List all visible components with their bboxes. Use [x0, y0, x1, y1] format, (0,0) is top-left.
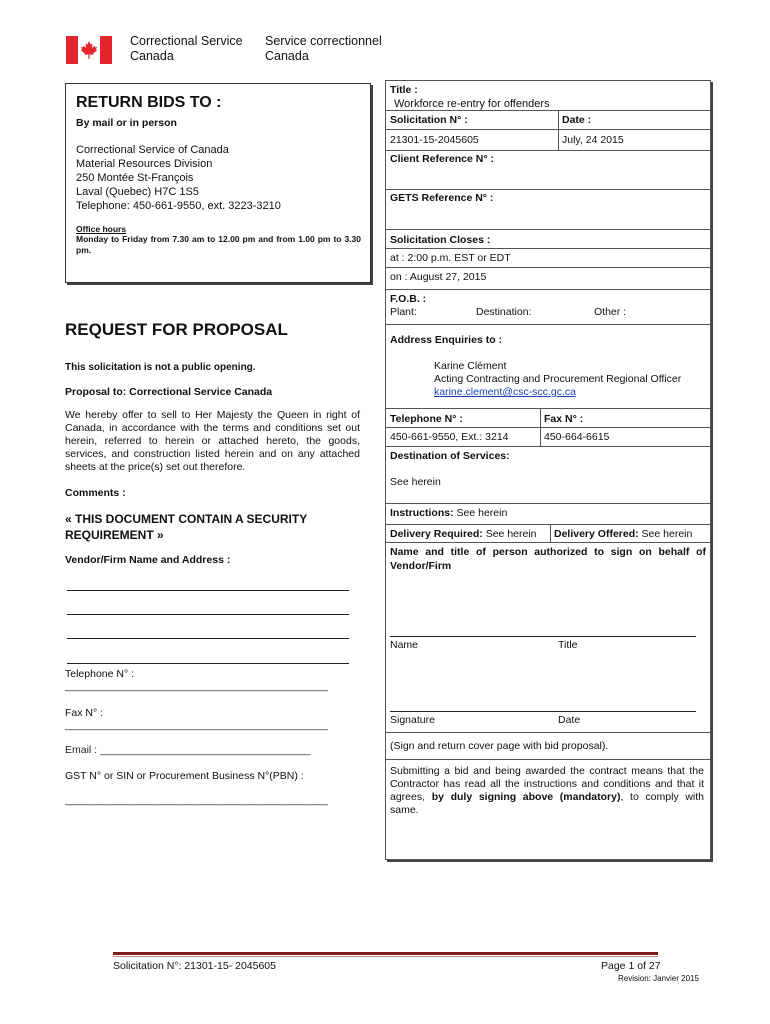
submitting-text-part1: Submitting a bid and being awarded the contract means that the Contractor has read all the instructions and conditions and that it agrees,: [390, 765, 704, 803]
address-line: 250 Montée St-François: [76, 172, 194, 184]
signature-label: Signature: [390, 714, 435, 726]
proposal-to: Proposal to: Correctional Service Canada: [65, 386, 273, 398]
office-hours-label: Office hours: [76, 224, 127, 234]
footer-rule-thin: [113, 956, 658, 957]
closes-time: at : 2:00 p.m. EST or EDT: [390, 252, 511, 264]
title-label: Title :: [390, 84, 418, 96]
delivery-offered-label: Delivery Offered:: [554, 528, 639, 540]
solicitation-number-value: 21301-15-2045605: [390, 134, 479, 146]
telephone-label: Telephone N° :: [65, 668, 134, 680]
footer-page-number: Page 1 of 27: [601, 960, 661, 972]
instructions-label: Instructions:: [390, 507, 454, 519]
instructions-value: See herein: [456, 507, 508, 519]
solicitation-number-label: Solicitation N° :: [390, 114, 468, 126]
return-address: [76, 143, 281, 213]
email-field[interactable]: Email : ____________________________________: [65, 744, 311, 756]
destination-of-services-label: Destination of Services:: [390, 450, 510, 462]
footer-rule: [113, 952, 658, 955]
delivery-required-label: Delivery Required:: [390, 528, 483, 540]
address-line: Telephone: 450-661-9550, ext. 3223-3210: [76, 200, 281, 212]
name-title-line[interactable]: [390, 636, 696, 637]
contact-email-link[interactable]: karine.clement@csc-scc.gc.ca: [434, 386, 576, 398]
vendor-address-line[interactable]: [67, 638, 349, 639]
solicitation-closes-label: Solicitation Closes :: [390, 234, 491, 246]
address-line: Material Resources Division: [76, 158, 213, 170]
closes-date: on : August 27, 2015: [390, 271, 487, 283]
gst-field[interactable]: _____________________________________________: [65, 794, 328, 806]
instructions: [390, 507, 507, 519]
delivery-required-value: See herein: [485, 528, 537, 540]
solicitation-info-panel: [385, 80, 711, 860]
gst-label: GST N° or SIN or Procurement Business N°(PBN) :: [65, 770, 304, 782]
gets-reference-label: GETS Reference N° :: [390, 192, 494, 204]
return-bids-subtitle: By mail or in person: [76, 117, 177, 129]
footer-revision: Revision: Janvier 2015: [618, 974, 699, 983]
contact-title: Acting Contracting and Procurement Regional Officer: [434, 373, 682, 385]
fob-plant-label: Plant:: [390, 306, 417, 318]
fax-label: Fax N° :: [65, 707, 104, 719]
delivery-offered-value: See herein: [641, 528, 693, 540]
date-signature-label: Date: [558, 714, 581, 726]
fax-label-right: Fax N° :: [544, 413, 584, 425]
signature-date-line[interactable]: [390, 711, 696, 712]
security-requirement: « THIS DOCUMENT CONTAIN A SECURITY REQUIREMENT »: [65, 512, 308, 542]
sign-and-return-note: (Sign and return cover page with bid proposal).: [390, 740, 609, 752]
org-name-english: [130, 34, 243, 64]
fax-field[interactable]: _____________________________________________: [65, 719, 328, 731]
request-for-proposal-title: REQUEST FOR PROPOSAL: [65, 320, 288, 339]
fob-label: F.O.B. :: [390, 293, 427, 305]
vendor-address-line[interactable]: [67, 590, 349, 591]
authorized-signatory-label: Name and title of person authorized to sign on behalf of Vendor/Firm: [390, 546, 706, 572]
address-line: Correctional Service of Canada: [76, 144, 229, 156]
return-bids-box: [65, 83, 371, 283]
org-fr-line1: Service correctionnel: [265, 34, 382, 48]
address-enquiries-label: Address Enquiries to :: [390, 334, 503, 346]
offer-paragraph: We hereby offer to sell to Her Majesty the Queen in right of Canada, in accordance with the terms and conditions set out herein, referred to herein or attached hereto, the goods, services, and construction listed herein and on any attached sheets at the price(s) set out therefore.: [65, 409, 360, 473]
org-en-line1: Correctional Service: [130, 34, 243, 48]
fob-other-label: Other :: [594, 306, 627, 318]
not-public-notice: This solicitation is not a public opening.: [65, 362, 256, 373]
date-value: July, 24 2015: [562, 134, 624, 146]
address-line: Laval (Quebec) H7C 1S5: [76, 186, 199, 198]
telephone-label-right: Telephone N° :: [390, 413, 463, 425]
canada-flag-logo: [66, 36, 112, 64]
title-signature-label: Title: [558, 639, 578, 651]
contact-name: Karine Clément: [434, 360, 507, 372]
submitting-text-part2: , to comply with same.: [390, 791, 705, 816]
vendor-address-line[interactable]: [67, 614, 349, 615]
vendor-address-line[interactable]: [67, 663, 349, 664]
title-value: Workforce re-entry for offenders: [394, 98, 550, 110]
date-label: Date :: [562, 114, 592, 126]
org-fr-line2: Canada: [265, 49, 309, 63]
telephone-field[interactable]: _____________________________________________: [65, 680, 328, 692]
fob-destination-label: Destination:: [476, 306, 532, 318]
telephone-value: 450-661-9550, Ext.: 3214: [390, 431, 509, 443]
org-en-line2: Canada: [130, 49, 174, 63]
delivery-offered: [554, 528, 692, 540]
fax-value: 450-664-6615: [544, 431, 610, 443]
client-reference-label: Client Reference N° :: [390, 153, 494, 165]
submitting-bid-notice: [390, 765, 704, 817]
org-name-french: [265, 34, 382, 64]
footer-solicitation-number: Solicitation N°: 21301-15- 2045605: [113, 960, 276, 972]
submitting-text-bold: by duly signing above (mandatory): [431, 791, 621, 803]
vendor-name-label: Vendor/Firm Name and Address :: [65, 554, 231, 566]
office-hours-text: Monday to Friday from 7.30 am to 12.00 pm and from 1.00 pm to 3.30 pm.: [76, 234, 361, 255]
delivery-required: [390, 528, 537, 540]
name-label: Name: [390, 639, 419, 651]
return-bids-title: RETURN BIDS TO :: [76, 94, 222, 111]
destination-of-services-value: See herein: [390, 476, 441, 488]
comments-label: Comments :: [65, 487, 126, 499]
